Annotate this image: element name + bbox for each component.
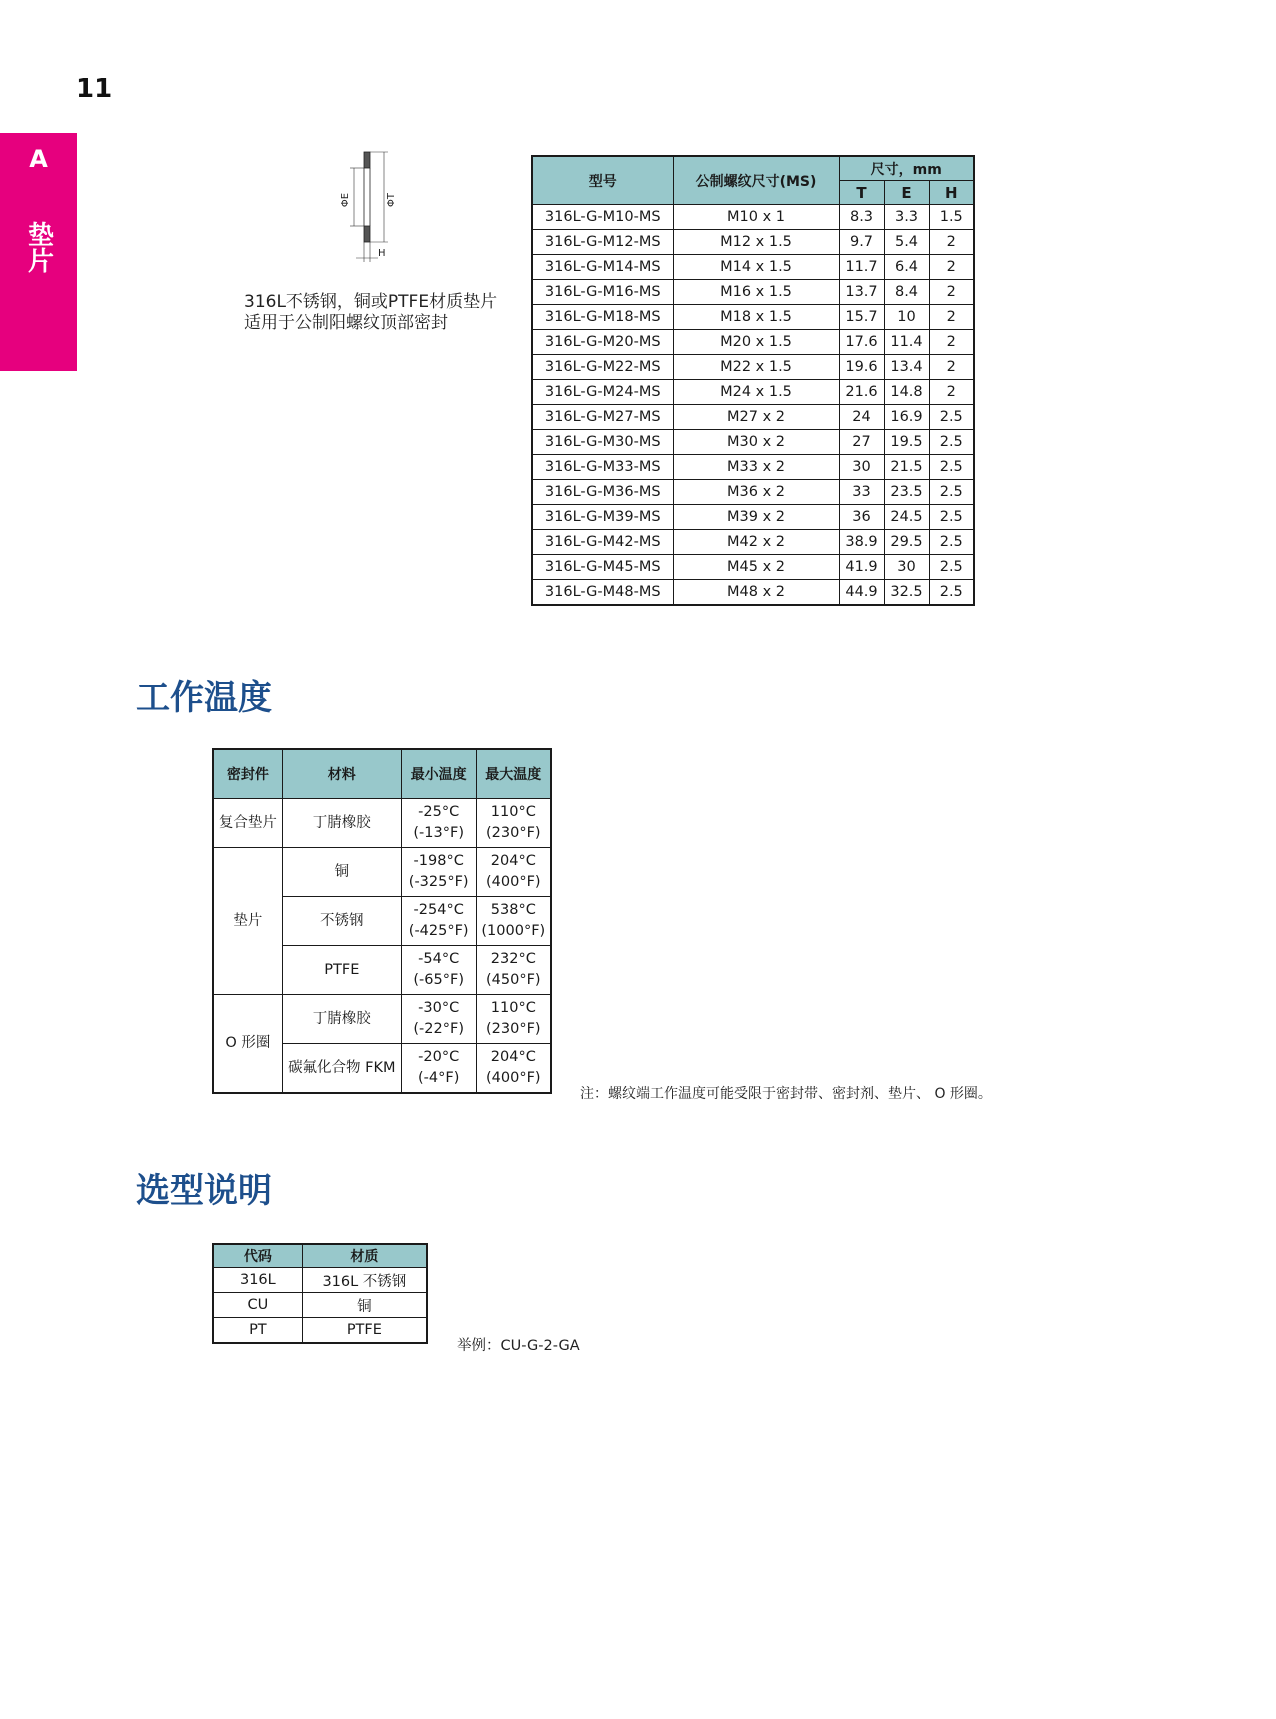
max-temp-f: (400°F)	[486, 874, 541, 890]
table-row	[213, 1293, 427, 1318]
model-cell: 316L-G-M22-MS	[532, 355, 673, 380]
model-cell: 316L-G-M12-MS	[532, 230, 673, 255]
h-cell: 2	[929, 255, 974, 280]
header-material-type: 材质	[302, 1244, 427, 1268]
t-cell: 21.6	[839, 380, 884, 405]
seal-oring: O 形圈	[213, 995, 282, 1094]
material-cell: PTFE	[282, 946, 401, 995]
table-row	[532, 380, 974, 405]
header-t: T	[839, 181, 884, 205]
e-cell: 29.5	[884, 530, 929, 555]
header-seal: 密封件	[213, 749, 282, 799]
min-temp-cell	[401, 995, 476, 1044]
label-phi-e: ΦE	[340, 192, 351, 208]
thread-cell: M36 x 2	[673, 480, 839, 505]
max-temp-cell	[476, 1044, 551, 1094]
h-cell: 2.5	[929, 405, 974, 430]
thread-cell: M33 x 2	[673, 455, 839, 480]
seal-gasket: 垫片	[213, 848, 282, 995]
e-cell: 23.5	[884, 480, 929, 505]
model-cell: 316L-G-M20-MS	[532, 330, 673, 355]
gasket-bottom-section	[364, 226, 370, 242]
max-temp-f: (400°F)	[486, 1070, 541, 1086]
thread-cell: M16 x 1.5	[673, 280, 839, 305]
thread-cell: M27 x 2	[673, 405, 839, 430]
min-temp-f: (-13°F)	[413, 825, 464, 841]
e-cell: 11.4	[884, 330, 929, 355]
temperature-table	[212, 748, 552, 1094]
t-cell: 27	[839, 430, 884, 455]
t-cell: 33	[839, 480, 884, 505]
h-cell: 2.5	[929, 430, 974, 455]
header-e: E	[884, 181, 929, 205]
thread-cell: M42 x 2	[673, 530, 839, 555]
temp-section-title: 工作温度	[136, 678, 272, 718]
model-cell: 316L-G-M39-MS	[532, 505, 673, 530]
min-temp-cell	[401, 848, 476, 897]
header-model: 型号	[532, 156, 673, 205]
max-temp-cell	[476, 995, 551, 1044]
h-cell: 2.5	[929, 555, 974, 580]
h-cell: 2.5	[929, 580, 974, 606]
order-example: 举例：CU-G-2-GA	[457, 1338, 580, 1354]
e-cell: 13.4	[884, 355, 929, 380]
max-temp-cell	[476, 799, 551, 848]
model-cell: 316L-G-M18-MS	[532, 305, 673, 330]
material-cell: 铜	[282, 848, 401, 897]
model-cell: 316L-G-M10-MS	[532, 205, 673, 230]
e-cell: 32.5	[884, 580, 929, 606]
model-cell: 316L-G-M45-MS	[532, 555, 673, 580]
thread-cell: M10 x 1	[673, 205, 839, 230]
max-temp-c: 110°C	[490, 804, 536, 820]
model-cell: 316L-G-M30-MS	[532, 430, 673, 455]
material-code-table-body	[213, 1268, 427, 1344]
model-cell: 316L-G-M42-MS	[532, 530, 673, 555]
max-temp-cell	[476, 946, 551, 995]
product-caption	[244, 292, 497, 334]
max-temp-c: 204°C	[490, 853, 536, 869]
h-cell: 2	[929, 380, 974, 405]
min-temp-cell	[401, 946, 476, 995]
max-temp-f: (1000°F)	[481, 923, 546, 939]
e-cell: 10	[884, 305, 929, 330]
table-row	[213, 1318, 427, 1344]
table-row	[532, 430, 974, 455]
e-cell: 14.8	[884, 380, 929, 405]
min-temp-c: -25°C	[418, 804, 460, 820]
max-temp-c: 232°C	[490, 951, 536, 967]
thread-cell: M20 x 1.5	[673, 330, 839, 355]
temperature-note: 注：螺纹端工作温度可能受限于密封带、密封剂、垫片、 O 形圈。	[580, 1086, 992, 1102]
table-row	[532, 580, 974, 606]
table-row	[532, 555, 974, 580]
e-cell: 16.9	[884, 405, 929, 430]
label-phi-t: ΦT	[386, 193, 397, 207]
h-cell: 2	[929, 305, 974, 330]
t-cell: 38.9	[839, 530, 884, 555]
header-h: H	[929, 181, 974, 205]
table-row	[532, 305, 974, 330]
min-temp-cell	[401, 799, 476, 848]
model-cell: 316L-G-M36-MS	[532, 480, 673, 505]
code-cell: PT	[213, 1318, 302, 1344]
gasket-diagram	[320, 150, 420, 270]
t-cell: 36	[839, 505, 884, 530]
min-temp-cell	[401, 1044, 476, 1094]
model-cell: 316L-G-M33-MS	[532, 455, 673, 480]
seal-composite: 复合垫片	[213, 799, 282, 848]
max-temp-c: 204°C	[490, 1049, 536, 1065]
table-row	[213, 848, 551, 897]
code-cell: CU	[213, 1293, 302, 1318]
header-code: 代码	[213, 1244, 302, 1268]
max-temp-cell	[476, 848, 551, 897]
header-dimensions: 尺寸，mm	[839, 156, 974, 181]
table-row	[532, 480, 974, 505]
table-row	[532, 455, 974, 480]
min-temp-f: (-65°F)	[413, 972, 464, 988]
t-cell: 8.3	[839, 205, 884, 230]
thread-cell: M48 x 2	[673, 580, 839, 606]
table-row	[213, 1268, 427, 1293]
t-cell: 9.7	[839, 230, 884, 255]
max-temp-f: (450°F)	[486, 972, 541, 988]
header-min-temp: 最小温度	[401, 749, 476, 799]
min-temp-f: (-425°F)	[408, 923, 469, 939]
thread-cell: M18 x 1.5	[673, 305, 839, 330]
min-temp-c: -30°C	[418, 1000, 460, 1016]
e-cell: 6.4	[884, 255, 929, 280]
model-cell: 316L-G-M27-MS	[532, 405, 673, 430]
e-cell: 5.4	[884, 230, 929, 255]
h-cell: 2.5	[929, 480, 974, 505]
side-tab-label: 垫片	[23, 221, 54, 273]
selection-section-title: 选型说明	[136, 1171, 272, 1211]
page-number: 11	[76, 74, 113, 104]
gasket-top-section	[364, 152, 370, 168]
thread-cell: M12 x 1.5	[673, 230, 839, 255]
h-cell: 2.5	[929, 505, 974, 530]
t-cell: 11.7	[839, 255, 884, 280]
h-cell: 2.5	[929, 530, 974, 555]
thread-cell: M22 x 1.5	[673, 355, 839, 380]
h-cell: 2	[929, 330, 974, 355]
material-cell: 碳氟化合物 FKM	[282, 1044, 401, 1094]
e-cell: 3.3	[884, 205, 929, 230]
caption-line-1: 316L不锈钢，铜或PTFE材质垫片	[244, 292, 498, 312]
max-temp-cell	[476, 897, 551, 946]
min-temp-f: (-22°F)	[413, 1021, 464, 1037]
e-cell: 30	[884, 555, 929, 580]
min-temp-f: (-325°F)	[408, 874, 469, 890]
min-temp-c: -198°C	[413, 853, 464, 869]
thread-cell: M30 x 2	[673, 430, 839, 455]
model-cell: 316L-G-M16-MS	[532, 280, 673, 305]
t-cell: 19.6	[839, 355, 884, 380]
t-cell: 15.7	[839, 305, 884, 330]
side-tab	[0, 133, 77, 371]
dimensions-table	[531, 155, 975, 606]
dimensions-table-body	[532, 205, 974, 606]
code-cell: 316L	[213, 1268, 302, 1293]
e-cell: 8.4	[884, 280, 929, 305]
header-thread: 公制螺纹尺寸(MS)	[673, 156, 839, 205]
min-temp-c: -254°C	[413, 902, 464, 918]
table-row	[532, 505, 974, 530]
max-temp-c: 538°C	[490, 902, 536, 918]
table-row	[213, 995, 551, 1044]
thread-cell: M14 x 1.5	[673, 255, 839, 280]
h-cell: 2.5	[929, 455, 974, 480]
material-type-cell: 铜	[302, 1293, 427, 1318]
model-cell: 316L-G-M14-MS	[532, 255, 673, 280]
max-temp-c: 110°C	[490, 1000, 536, 1016]
material-cell: 丁腈橡胶	[282, 995, 401, 1044]
header-max-temp: 最大温度	[476, 749, 551, 799]
min-temp-cell	[401, 897, 476, 946]
min-temp-f: (-4°F)	[418, 1070, 460, 1086]
model-cell: 316L-G-M48-MS	[532, 580, 673, 606]
table-row	[532, 205, 974, 230]
max-temp-f: (230°F)	[486, 825, 541, 841]
table-row	[532, 330, 974, 355]
h-cell: 2	[929, 355, 974, 380]
material-code-table	[212, 1243, 428, 1344]
table-row	[532, 280, 974, 305]
table-row	[532, 405, 974, 430]
t-cell: 24	[839, 405, 884, 430]
table-row	[532, 255, 974, 280]
label-h: H	[378, 248, 386, 259]
material-cell: 不锈钢	[282, 897, 401, 946]
material-cell: 丁腈橡胶	[282, 799, 401, 848]
h-cell: 2	[929, 230, 974, 255]
table-row	[532, 355, 974, 380]
min-temp-c: -54°C	[418, 951, 460, 967]
min-temp-c: -20°C	[418, 1049, 460, 1065]
t-cell: 17.6	[839, 330, 884, 355]
material-type-cell: PTFE	[302, 1318, 427, 1344]
model-cell: 316L-G-M24-MS	[532, 380, 673, 405]
e-cell: 24.5	[884, 505, 929, 530]
header-material: 材料	[282, 749, 401, 799]
thread-cell: M45 x 2	[673, 555, 839, 580]
e-cell: 21.5	[884, 455, 929, 480]
caption-line-2: 适用于公制阳螺纹顶部密封	[244, 313, 448, 333]
table-row	[532, 230, 974, 255]
h-cell: 1.5	[929, 205, 974, 230]
table-row	[213, 799, 551, 848]
table-row	[532, 530, 974, 555]
e-cell: 19.5	[884, 430, 929, 455]
max-temp-f: (230°F)	[486, 1021, 541, 1037]
t-cell: 44.9	[839, 580, 884, 606]
h-cell: 2	[929, 280, 974, 305]
side-tab-letter: A	[29, 145, 48, 173]
t-cell: 41.9	[839, 555, 884, 580]
thread-cell: M24 x 1.5	[673, 380, 839, 405]
t-cell: 30	[839, 455, 884, 480]
thread-cell: M39 x 2	[673, 505, 839, 530]
t-cell: 13.7	[839, 280, 884, 305]
material-type-cell: 316L 不锈钢	[302, 1268, 427, 1293]
